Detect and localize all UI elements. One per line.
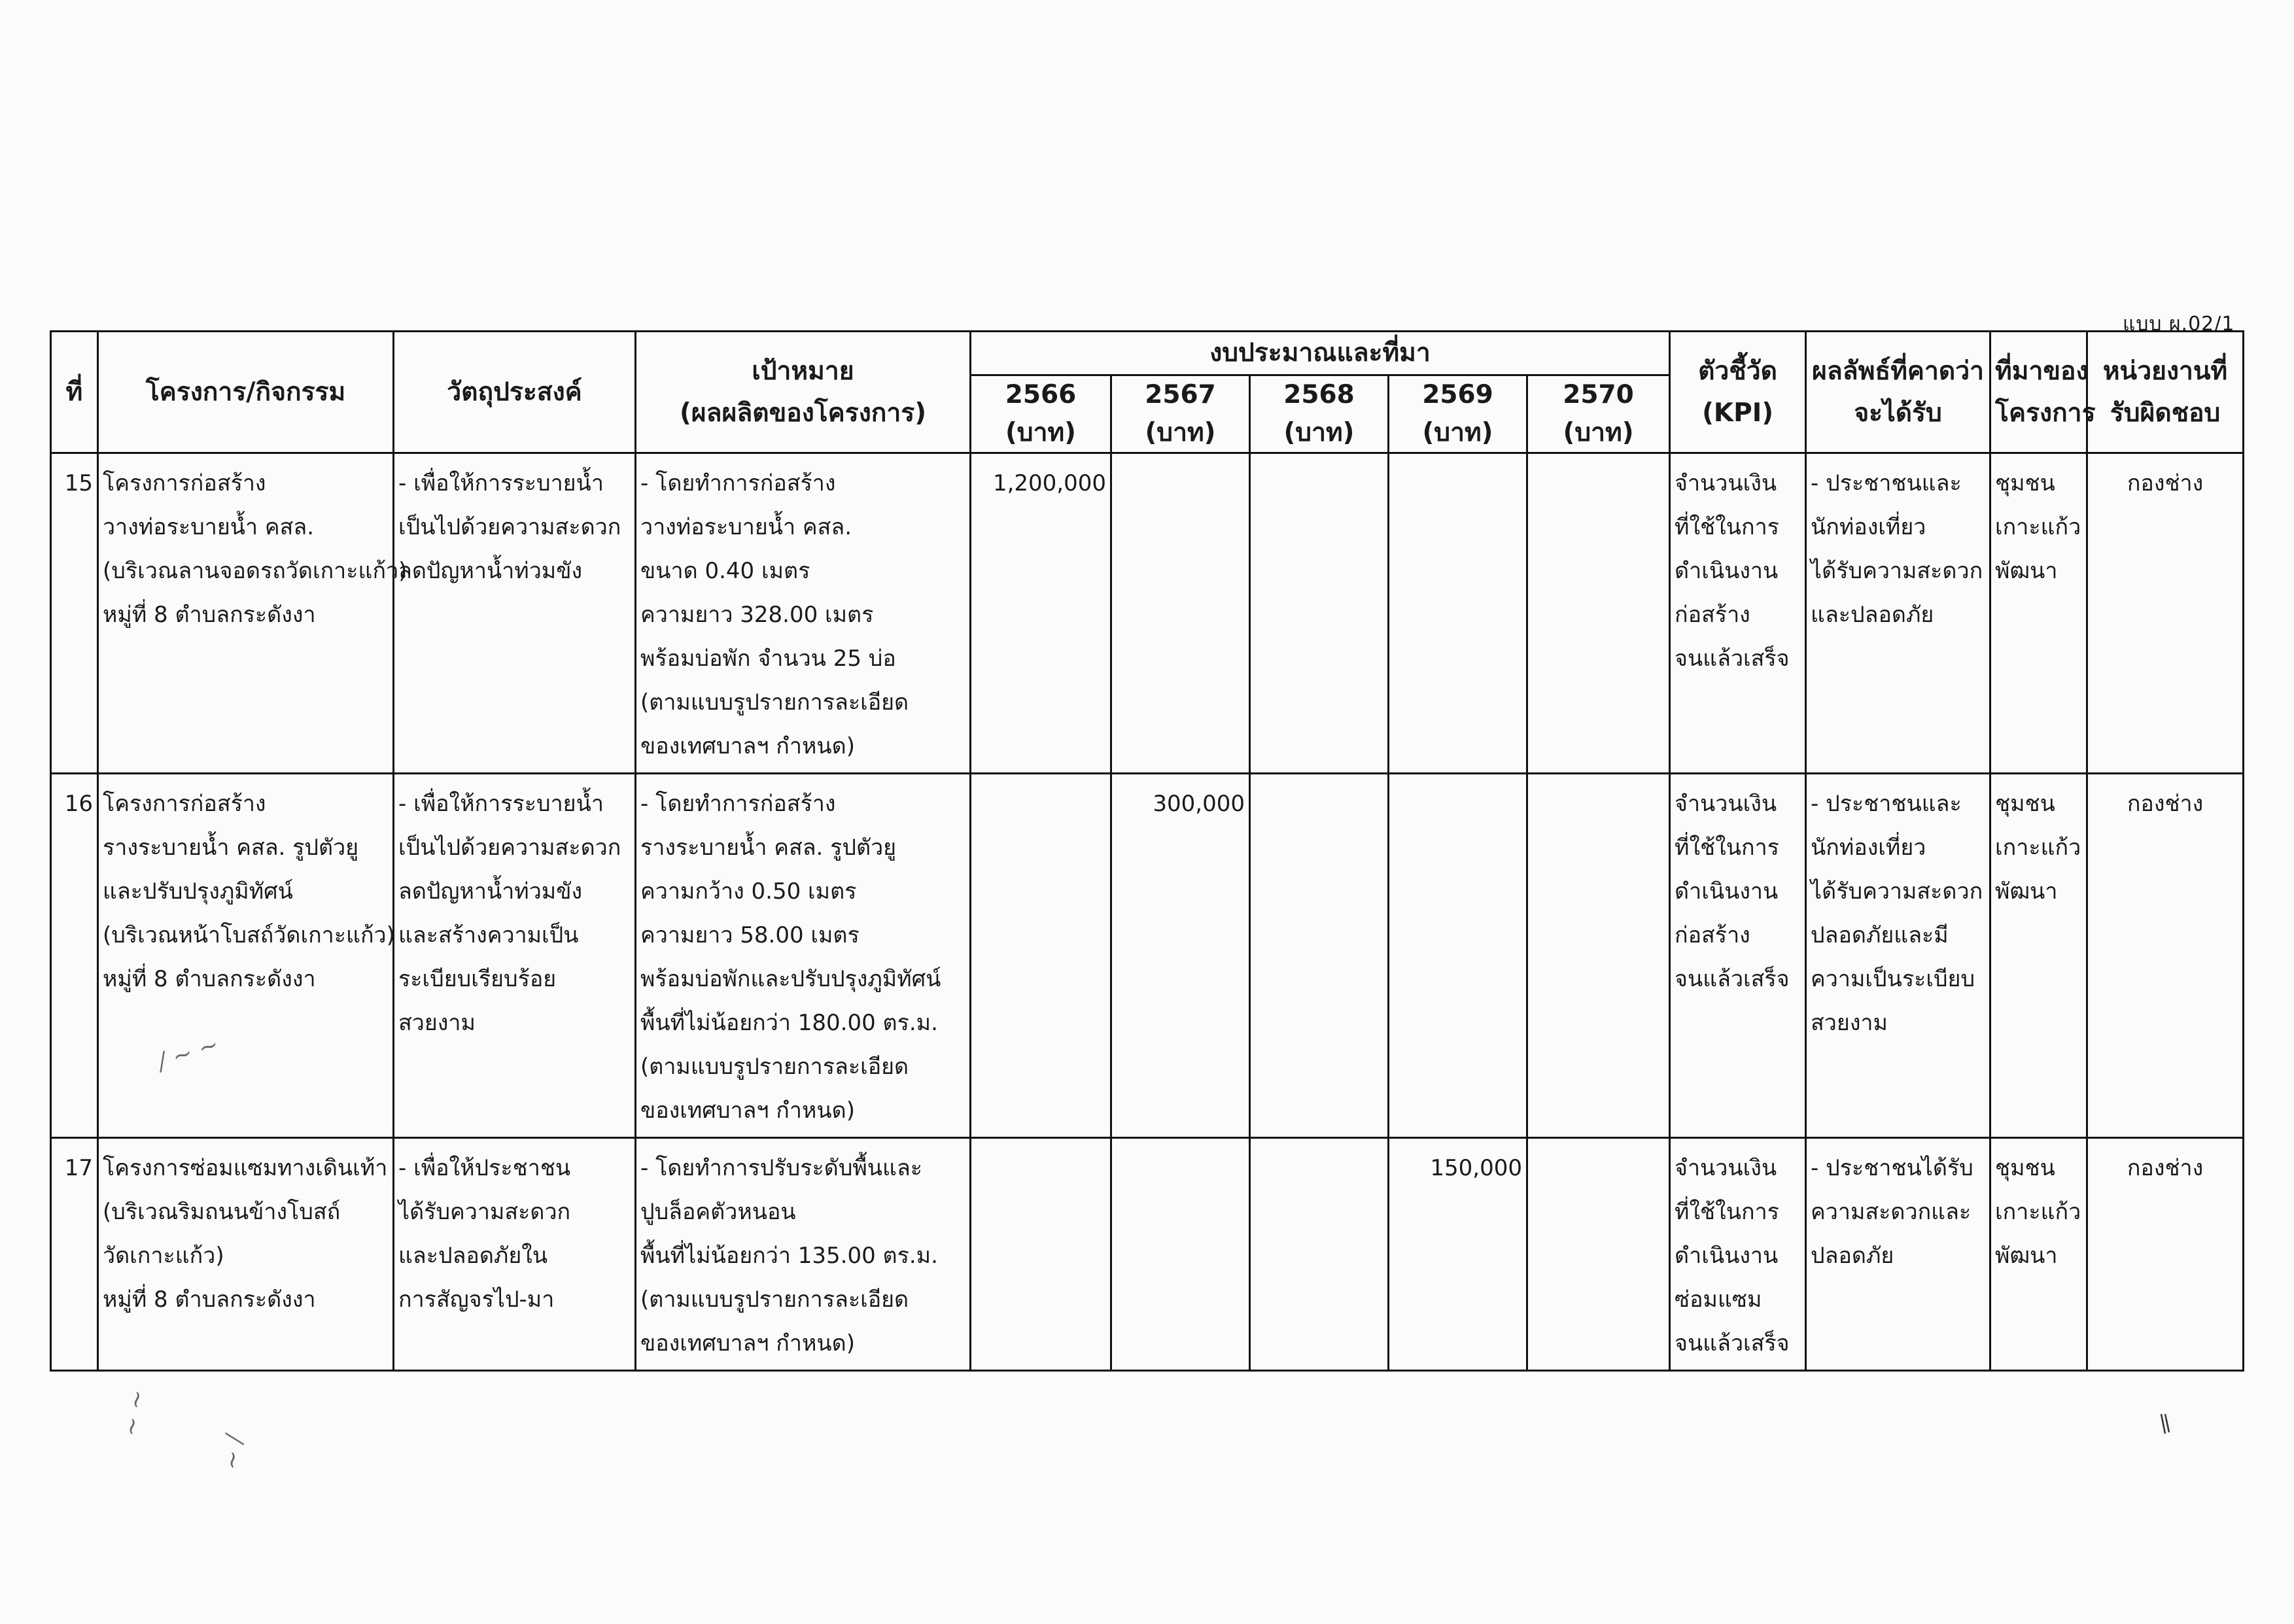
header-target [636,332,971,453]
row-number: 17 [51,1138,98,1371]
kpi-cell-line: จำนวนเงิน [1675,791,1777,817]
year-unit: (บาท) [1283,418,1355,447]
budget-cell: 1,200,000 [971,453,1111,774]
target-cell-line: พื้นที่ไม่น้อยกว่า 135.00 ตร.ม. [640,1243,938,1269]
source-cell-line: เกาะแก้ว [1995,514,2081,540]
result-cell-line: ปลอดภัย [1811,1243,1894,1269]
budget-cell [1250,453,1389,774]
target-cell-line: - โดยทำการก่อสร้าง [640,470,836,496]
target-cell-line: (ตามแบบรูปรายการละเอียด [640,689,909,716]
target-cell [636,774,971,1138]
budget-cell: 300,000 [1111,774,1250,1138]
objective-cell-line: และปลอดภัยใน [398,1243,548,1269]
header-source-line: ที่มาของ [1995,356,2089,386]
table-body [51,453,2244,1371]
kpi-cell-line: จำนวนเงิน [1675,470,1777,496]
project-cell-line: โครงการซ่อมแซมทางเดินเท้า [103,1155,388,1181]
header-source-line: โครงการ [1995,398,2096,428]
target-cell-line: พร้อมบ่อพักและปรับปรุงภูมิทัศน์ [640,966,941,992]
source-cell-line: พัฒนา [1995,878,2058,905]
target-cell-line: ของเทศบาลฯ กำหนด) [640,1097,855,1124]
header-kpi-line: ตัวชี้วัด [1698,356,1778,386]
target-cell-line: พื้นที่ไม่น้อยกว่า 180.00 ตร.ม. [640,1010,938,1036]
source-cell-line: พัฒนา [1995,1243,2058,1269]
target-cell-line: วางท่อระบายน้ำ คสล. [640,514,852,540]
row-number: 16 [51,774,98,1138]
table-row [51,774,2244,1138]
header-source [1990,332,2096,453]
objective-cell-line: และสร้างความเป็น [398,922,579,948]
agency-cell: กองช่าง [2087,774,2244,1138]
source-cell-line: ชุมชน [1995,1155,2055,1181]
year-unit: (บาท) [1422,418,1493,447]
table-row [51,453,2244,774]
header-target-line: เป้าหมาย [752,356,854,386]
handwritten-mark: ~ ~ [117,1387,152,1439]
objective-cell-line: - เพื่อให้การระบายน้ำ [398,470,604,496]
objective-cell-line: - เพื่อให้ประชาชน [398,1155,571,1181]
result-cell-line: นักท่องเที่ยว [1811,835,1926,861]
source-cell-line: เกาะแก้ว [1995,835,2081,861]
result-cell-line: - ประชาชนและ [1811,791,1962,817]
project-cell [98,1138,394,1371]
budget-cell [1250,1138,1389,1371]
target-cell-line: ความกว้าง 0.50 เมตร [640,878,857,905]
header-result-line: จะได้รับ [1854,398,1942,428]
kpi-cell-line: ดำเนินงาน [1675,558,1779,584]
table-row [51,1138,2244,1371]
source-cell-line: พัฒนา [1995,558,2058,584]
target-cell-line: ความยาว 328.00 เมตร [640,602,874,628]
header-agency-line: รับผิดชอบ [2110,398,2221,428]
source-cell-line: ชุมชน [1995,470,2055,496]
source-cell [1990,1138,2087,1371]
objective-cell-line: ได้รับความสะดวก [398,1199,571,1225]
row-number: 15 [51,453,98,774]
result-cell [1806,774,1990,1138]
kpi-cell-line: ดำเนินงาน [1675,1243,1779,1269]
budget-cell [1527,1138,1670,1371]
budget-cell [1111,453,1250,774]
objective-cell [394,774,636,1138]
budget-cell [1527,774,1670,1138]
year-label: 2569 [1422,380,1493,409]
budget-cell [971,1138,1111,1371]
header-project: โครงการ/กิจกรรม [98,332,394,453]
result-cell [1806,1138,1990,1371]
result-cell-line: ได้รับความสะดวก [1811,558,1983,584]
target-cell [636,1138,971,1371]
agency-cell: กองช่าง [2087,1138,2244,1371]
result-cell-line: - ประชาชนและ [1811,470,1962,496]
source-cell [1990,774,2087,1138]
budget-cell: 150,000 [1389,1138,1527,1371]
target-cell-line: (ตามแบบรูปรายการละเอียด [640,1287,909,1313]
project-cell-line: หมู่ที่ 8 ตำบลกระดังงา [103,1287,316,1313]
header-year [1389,375,1527,453]
budget-cell [1389,774,1527,1138]
objective-cell [394,1138,636,1371]
kpi-cell-line: ก่อสร้าง [1675,922,1750,948]
header-year [971,375,1111,453]
target-cell-line: พร้อมบ่อพัก จำนวน 25 บ่อ [640,646,896,672]
kpi-cell-line: จนแล้วเสร็จ [1675,646,1790,672]
result-cell-line: และปลอดภัย [1811,602,1934,628]
target-cell-line: ความยาว 58.00 เมตร [640,922,860,948]
kpi-cell-line: ก่อสร้าง [1675,602,1750,628]
year-label: 2568 [1283,380,1355,409]
year-label: 2567 [1145,380,1216,409]
objective-cell-line: ระเบียบเรียบร้อย [398,966,557,992]
header-year [1527,375,1670,453]
year-unit: (บาท) [1563,418,1634,447]
project-cell-line: วางท่อระบายน้ำ คสล. [103,514,315,540]
kpi-cell-line: ดำเนินงาน [1675,878,1779,905]
pen-mark-icon [2159,1413,2172,1435]
source-cell [1990,453,2087,774]
result-cell-line: ได้รับความสะดวก [1811,878,1983,905]
target-cell-line: ของเทศบาลฯ กำหนด) [640,733,855,759]
header-kpi-line: (KPI) [1702,398,1774,428]
header-no: ที่ [51,332,98,453]
target-cell [636,453,971,774]
objective-cell-line: สวยงาม [398,1010,476,1036]
kpi-cell-line: จนแล้วเสร็จ [1675,966,1790,992]
project-cell-line: (บริเวณลานจอดรถวัดเกาะแก้ว) [103,558,408,584]
result-cell-line: ปลอดภัยและมี [1811,922,1949,948]
year-unit: (บาท) [1005,418,1076,447]
kpi-cell [1670,774,1806,1138]
kpi-cell [1670,1138,1806,1371]
project-cell-line: โครงการก่อสร้าง [103,791,266,817]
kpi-cell-line: ซ่อมแซม [1675,1287,1762,1313]
header-target-line: (ผลผลิตของโครงการ) [679,398,927,428]
result-cell-line: - ประชาชนได้รับ [1811,1155,1973,1181]
header-year [1111,375,1250,453]
project-plan-table [50,330,2244,1372]
kpi-cell-line: ที่ใช้ในการ [1675,835,1779,861]
budget-cell [1527,453,1670,774]
objective-cell [394,453,636,774]
budget-cell [1389,453,1527,774]
objective-cell-line: เป็นไปด้วยความสะดวก [398,835,621,861]
result-cell-line: สวยงาม [1811,1010,1888,1036]
result-cell-line: นักท่องเที่ยว [1811,514,1926,540]
project-cell [98,774,394,1138]
project-cell-line: และปรับปรุงภูมิทัศน์ [103,878,293,905]
target-cell-line: (ตามแบบรูปรายการละเอียด [640,1054,909,1080]
header-objective: วัตถุประสงค์ [394,332,636,453]
project-cell-line: รางระบายน้ำ คสล. รูปตัวยู [103,835,359,861]
form-code: แบบ ผ.02/1 [2123,313,2235,336]
project-cell [98,453,408,774]
objective-cell-line: - เพื่อให้การระบายน้ำ [398,791,604,817]
year-label: 2566 [1005,380,1077,409]
handwritten-mark: / ~ ~ [154,1031,222,1076]
kpi-cell-line: ที่ใช้ในการ [1675,1199,1779,1225]
year-label: 2570 [1563,380,1634,409]
header-result [1806,332,1990,453]
objective-cell-line: การสัญจรไป-มา [398,1287,555,1313]
kpi-cell-line: จำนวนเงิน [1675,1155,1777,1181]
header-agency [2087,332,2244,453]
agency-cell: กองช่าง [2087,453,2244,774]
target-cell-line: รางระบายน้ำ คสล. รูปตัวยู [640,835,897,861]
target-cell-line: ปูบล็อคตัวหนอน [640,1199,796,1225]
objective-cell-line: ลดปัญหาน้ำท่วมขัง [398,878,583,905]
source-cell-line: ชุมชน [1995,791,2055,817]
project-cell-line: โครงการก่อสร้าง [103,470,266,496]
header-year [1250,375,1389,453]
header-kpi [1670,332,1806,453]
header-agency-line: หน่วยงานที่ [2102,356,2228,386]
target-cell-line: ของเทศบาลฯ กำหนด) [640,1330,855,1356]
budget-cell [1250,774,1389,1138]
objective-cell-line: ลดปัญหาน้ำท่วมขัง [398,558,583,584]
year-unit: (บาท) [1145,418,1216,447]
result-cell [1806,453,1990,774]
target-cell-line: - โดยทำการก่อสร้าง [640,791,836,817]
result-cell-line: ความสะดวกและ [1811,1199,1972,1225]
table-header [51,332,2244,453]
source-cell-line: เกาะแก้ว [1995,1199,2081,1225]
project-cell-line: หมู่ที่ 8 ตำบลกระดังงา [103,602,316,628]
budget-cell [971,774,1111,1138]
result-cell-line: ความเป็นระเบียบ [1811,966,1975,992]
budget-cell [1111,1138,1250,1371]
target-cell-line: ขนาด 0.40 เมตร [640,558,810,584]
objective-cell-line: เป็นไปด้วยความสะดวก [398,514,621,540]
header-budget: งบประมาณและที่มา [971,332,1670,375]
kpi-cell-line: ที่ใช้ในการ [1675,514,1779,540]
project-cell-line: หมู่ที่ 8 ตำบลกระดังงา [103,966,316,992]
project-cell-line: (บริเวณริมถนนข้างโบสถ์ [103,1199,341,1225]
handwritten-mark: / ~ [218,1433,249,1472]
kpi-cell-line: จนแล้วเสร็จ [1675,1330,1790,1356]
kpi-cell [1670,453,1806,774]
target-cell-line: - โดยทำการปรับระดับพื้นและ [640,1155,923,1181]
header-result-line: ผลลัพธ์ที่คาดว่า [1812,356,1985,386]
project-cell-line: วัดเกาะแก้ว) [103,1243,224,1269]
project-cell-line: (บริเวณหน้าโบสถ์วัดเกาะแก้ว) [103,922,395,948]
